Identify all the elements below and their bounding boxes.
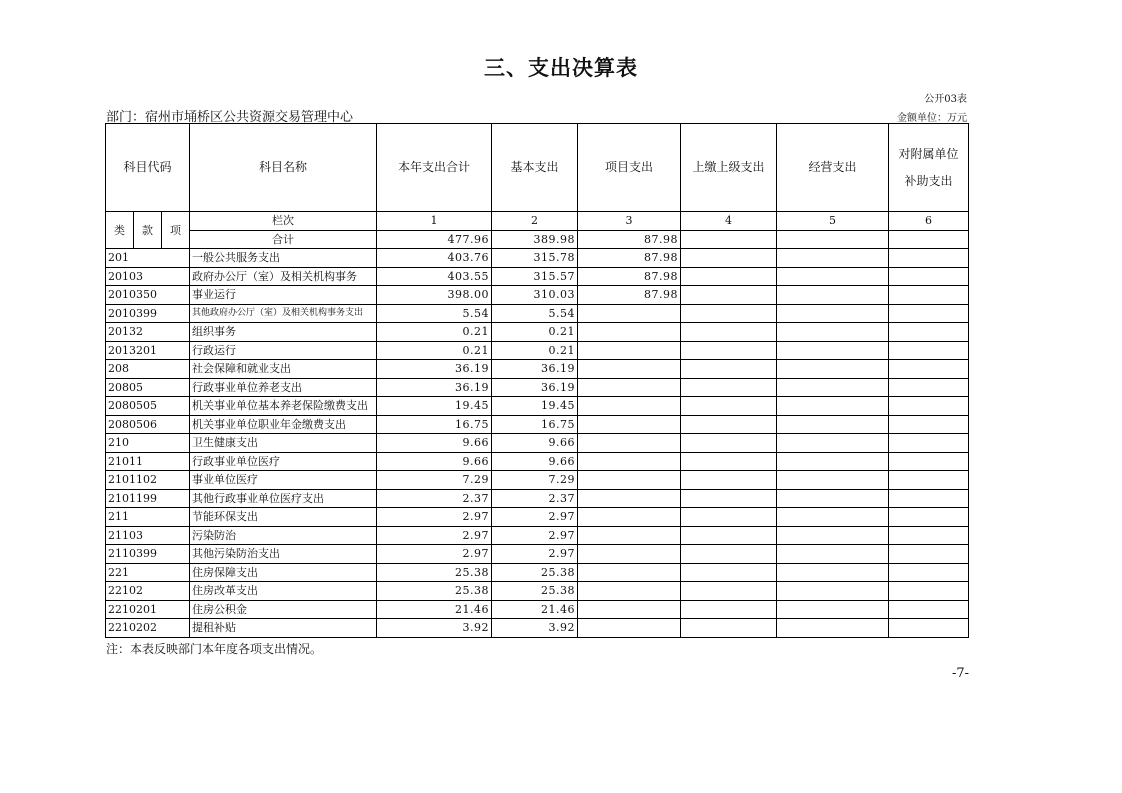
- table-row: [106, 286, 969, 305]
- table-row: [106, 471, 969, 490]
- row-business: [777, 526, 889, 545]
- row-name: 其他行政事业单位医疗支出: [190, 489, 377, 508]
- row-business: [777, 563, 889, 582]
- row-project: [578, 360, 681, 379]
- row-subsidy: [889, 360, 969, 379]
- row-upper: [681, 600, 777, 619]
- row-basic: 5.54: [492, 304, 578, 323]
- header-xiang: 项: [162, 212, 190, 249]
- row-upper: [681, 489, 777, 508]
- row-basic: 0.21: [492, 341, 578, 360]
- row-subsidy: [889, 563, 969, 582]
- header-basic: 基本支出: [492, 124, 578, 212]
- table-row: [106, 249, 969, 268]
- header-total: 本年支出合计: [377, 124, 492, 212]
- table-row: [106, 582, 969, 601]
- row-basic: 2.97: [492, 526, 578, 545]
- row-business: [777, 249, 889, 268]
- row-name: 事业单位医疗: [190, 471, 377, 490]
- col-num-5: 5: [777, 212, 889, 231]
- row-basic: 315.78: [492, 249, 578, 268]
- table-row: [106, 563, 969, 582]
- row-upper: [681, 397, 777, 416]
- table-row: [106, 619, 969, 638]
- header-code: 科目代码: [106, 124, 190, 212]
- col-num-4: 4: [681, 212, 777, 231]
- row-basic: 16.75: [492, 415, 578, 434]
- row-total: 25.38: [377, 582, 492, 601]
- row-business: [777, 452, 889, 471]
- row-upper: [681, 304, 777, 323]
- row-code: 2210202: [106, 619, 190, 638]
- row-project: [578, 582, 681, 601]
- row-total: 2.37: [377, 489, 492, 508]
- row-upper: [681, 323, 777, 342]
- row-upper: [681, 360, 777, 379]
- row-project: [578, 378, 681, 397]
- row-name: 组织事务: [190, 323, 377, 342]
- row-subsidy: [889, 397, 969, 416]
- row-subsidy: [889, 378, 969, 397]
- row-project: [578, 600, 681, 619]
- row-project: 87.98: [578, 249, 681, 268]
- row-upper: [681, 249, 777, 268]
- table-row: [106, 304, 969, 323]
- row-name: 污染防治: [190, 526, 377, 545]
- row-business: [777, 378, 889, 397]
- row-basic: 36.19: [492, 360, 578, 379]
- header-lanci: 栏次: [190, 212, 377, 231]
- row-total: 25.38: [377, 563, 492, 582]
- row-name: 住房改革支出: [190, 582, 377, 601]
- row-total: 403.55: [377, 267, 492, 286]
- page-title: 三、支出决算表: [484, 56, 638, 80]
- row-upper: [681, 378, 777, 397]
- row-name: 其他污染防治支出: [190, 545, 377, 564]
- row-code: 201: [106, 249, 190, 268]
- row-basic: 7.29: [492, 471, 578, 490]
- header-project: 项目支出: [578, 124, 681, 212]
- form-number: 公开03表: [924, 94, 967, 105]
- row-total: 0.21: [377, 323, 492, 342]
- row-upper: [681, 563, 777, 582]
- row-code: 210: [106, 434, 190, 453]
- row-subsidy: [889, 489, 969, 508]
- row-name: 机关事业单位职业年金缴费支出: [190, 415, 377, 434]
- row-total: 2.97: [377, 526, 492, 545]
- row-project: [578, 397, 681, 416]
- row-total: 9.66: [377, 434, 492, 453]
- row-total: 36.19: [377, 378, 492, 397]
- row-project: [578, 508, 681, 527]
- row-code: 211: [106, 508, 190, 527]
- row-business: [777, 341, 889, 360]
- table-row: [106, 267, 969, 286]
- header-subsidy: 对附属单位补助支出: [889, 124, 969, 212]
- row-business: [777, 415, 889, 434]
- row-project: [578, 323, 681, 342]
- row-name: 机关事业单位基本养老保险缴费支出: [190, 397, 377, 416]
- row-business: [777, 600, 889, 619]
- row-code: 221: [106, 563, 190, 582]
- row-name: 社会保障和就业支出: [190, 360, 377, 379]
- row-subsidy: [889, 452, 969, 471]
- row-code: 2080506: [106, 415, 190, 434]
- row-total: 2.97: [377, 545, 492, 564]
- row-basic: 2.97: [492, 545, 578, 564]
- row-subsidy: [889, 526, 969, 545]
- row-code: 2101102: [106, 471, 190, 490]
- table-row: [106, 508, 969, 527]
- department-label: 部门：宿州市埇桥区公共资源交易管理中心: [106, 110, 354, 125]
- row-code: 2210201: [106, 600, 190, 619]
- row-subsidy: [889, 267, 969, 286]
- row-upper: [681, 286, 777, 305]
- header-kuan: 款: [134, 212, 162, 249]
- row-total: 19.45: [377, 397, 492, 416]
- row-name: 事业运行: [190, 286, 377, 305]
- row-upper: [681, 434, 777, 453]
- row-business: [777, 582, 889, 601]
- col-num-3: 3: [578, 212, 681, 231]
- row-basic: 2.37: [492, 489, 578, 508]
- column-number-row: [106, 212, 969, 231]
- row-project: [578, 415, 681, 434]
- sum-row: [106, 230, 969, 249]
- row-code: 2013201: [106, 341, 190, 360]
- row-code: 2110399: [106, 545, 190, 564]
- row-name: 行政事业单位养老支出: [190, 378, 377, 397]
- col-num-6: 6: [889, 212, 969, 231]
- page-number: -7-: [952, 666, 970, 681]
- row-upper: [681, 471, 777, 490]
- col-num-2: 2: [492, 212, 578, 231]
- row-subsidy: [889, 600, 969, 619]
- row-business: [777, 471, 889, 490]
- row-project: [578, 526, 681, 545]
- row-basic: 310.03: [492, 286, 578, 305]
- sum-business: [777, 230, 889, 249]
- table-row: [106, 526, 969, 545]
- header-row: [106, 124, 969, 212]
- row-upper: [681, 267, 777, 286]
- row-project: [578, 471, 681, 490]
- row-subsidy: [889, 582, 969, 601]
- row-business: [777, 304, 889, 323]
- row-code: 21103: [106, 526, 190, 545]
- table-row: [106, 323, 969, 342]
- row-business: [777, 286, 889, 305]
- row-project: 87.98: [578, 267, 681, 286]
- row-total: 0.21: [377, 341, 492, 360]
- table-row: [106, 341, 969, 360]
- row-subsidy: [889, 415, 969, 434]
- expenditure-table: [105, 123, 969, 638]
- row-code: 2010399: [106, 304, 190, 323]
- row-business: [777, 489, 889, 508]
- row-subsidy: [889, 249, 969, 268]
- table-row: [106, 545, 969, 564]
- sum-label: 合计: [190, 230, 377, 249]
- row-name: 一般公共服务支出: [190, 249, 377, 268]
- row-code: 2080505: [106, 397, 190, 416]
- table-row: [106, 600, 969, 619]
- table-row: [106, 434, 969, 453]
- header-upper: 上缴上级支出: [681, 124, 777, 212]
- row-subsidy: [889, 323, 969, 342]
- row-upper: [681, 526, 777, 545]
- row-name: 住房公积金: [190, 600, 377, 619]
- row-project: [578, 341, 681, 360]
- header-business: 经营支出: [777, 124, 889, 212]
- row-upper: [681, 341, 777, 360]
- row-project: 87.98: [578, 286, 681, 305]
- row-business: [777, 619, 889, 638]
- row-project: [578, 545, 681, 564]
- row-basic: 25.38: [492, 563, 578, 582]
- row-code: 22102: [106, 582, 190, 601]
- table-row: [106, 415, 969, 434]
- table-row: [106, 397, 969, 416]
- row-upper: [681, 545, 777, 564]
- row-code: 2101199: [106, 489, 190, 508]
- row-code: 20103: [106, 267, 190, 286]
- sum-basic: 389.98: [492, 230, 578, 249]
- row-total: 9.66: [377, 452, 492, 471]
- sum-subsidy: [889, 230, 969, 249]
- row-name: 政府办公厅（室）及相关机构事务: [190, 267, 377, 286]
- row-name: 住房保障支出: [190, 563, 377, 582]
- row-code: 21011: [106, 452, 190, 471]
- row-project: [578, 619, 681, 638]
- row-code: 20132: [106, 323, 190, 342]
- col-num-1: 1: [377, 212, 492, 231]
- row-basic: 21.46: [492, 600, 578, 619]
- row-total: 21.46: [377, 600, 492, 619]
- row-code: 2010350: [106, 286, 190, 305]
- row-total: 36.19: [377, 360, 492, 379]
- row-business: [777, 360, 889, 379]
- row-name: 行政事业单位医疗: [190, 452, 377, 471]
- table-note: 注：本表反映部门本年度各项支出情况。: [106, 642, 323, 656]
- row-subsidy: [889, 434, 969, 453]
- row-subsidy: [889, 341, 969, 360]
- row-name: 行政运行: [190, 341, 377, 360]
- table-row: [106, 452, 969, 471]
- row-subsidy: [889, 508, 969, 527]
- row-name: 节能环保支出: [190, 508, 377, 527]
- row-business: [777, 267, 889, 286]
- row-basic: 9.66: [492, 452, 578, 471]
- row-basic: 3.92: [492, 619, 578, 638]
- row-total: 2.97: [377, 508, 492, 527]
- table-row: [106, 360, 969, 379]
- row-basic: 315.57: [492, 267, 578, 286]
- row-subsidy: [889, 304, 969, 323]
- row-basic: 36.19: [492, 378, 578, 397]
- row-project: [578, 563, 681, 582]
- row-basic: 0.21: [492, 323, 578, 342]
- row-total: 3.92: [377, 619, 492, 638]
- row-name: 其他政府办公厅（室）及相关机构事务支出: [190, 304, 377, 323]
- row-upper: [681, 582, 777, 601]
- row-code: 208: [106, 360, 190, 379]
- row-business: [777, 545, 889, 564]
- row-business: [777, 397, 889, 416]
- row-code: 20805: [106, 378, 190, 397]
- row-name: 提租补贴: [190, 619, 377, 638]
- row-basic: 25.38: [492, 582, 578, 601]
- row-upper: [681, 415, 777, 434]
- row-project: [578, 434, 681, 453]
- row-project: [578, 452, 681, 471]
- row-total: 5.54: [377, 304, 492, 323]
- row-business: [777, 434, 889, 453]
- row-upper: [681, 452, 777, 471]
- row-basic: 2.97: [492, 508, 578, 527]
- sum-total: 477.96: [377, 230, 492, 249]
- row-total: 16.75: [377, 415, 492, 434]
- row-total: 398.00: [377, 286, 492, 305]
- sum-upper: [681, 230, 777, 249]
- row-subsidy: [889, 545, 969, 564]
- row-business: [777, 508, 889, 527]
- row-business: [777, 323, 889, 342]
- table-row: [106, 378, 969, 397]
- row-project: [578, 489, 681, 508]
- row-upper: [681, 508, 777, 527]
- row-subsidy: [889, 471, 969, 490]
- row-upper: [681, 619, 777, 638]
- sum-project: 87.98: [578, 230, 681, 249]
- amount-unit-label: 金额单位：万元: [897, 113, 967, 124]
- row-total: 403.76: [377, 249, 492, 268]
- row-subsidy: [889, 619, 969, 638]
- row-basic: 9.66: [492, 434, 578, 453]
- row-basic: 19.45: [492, 397, 578, 416]
- header-name: 科目名称: [190, 124, 377, 212]
- row-project: [578, 304, 681, 323]
- table-row: [106, 489, 969, 508]
- row-subsidy: [889, 286, 969, 305]
- row-total: 7.29: [377, 471, 492, 490]
- header-lei: 类: [106, 212, 134, 249]
- row-name: 卫生健康支出: [190, 434, 377, 453]
